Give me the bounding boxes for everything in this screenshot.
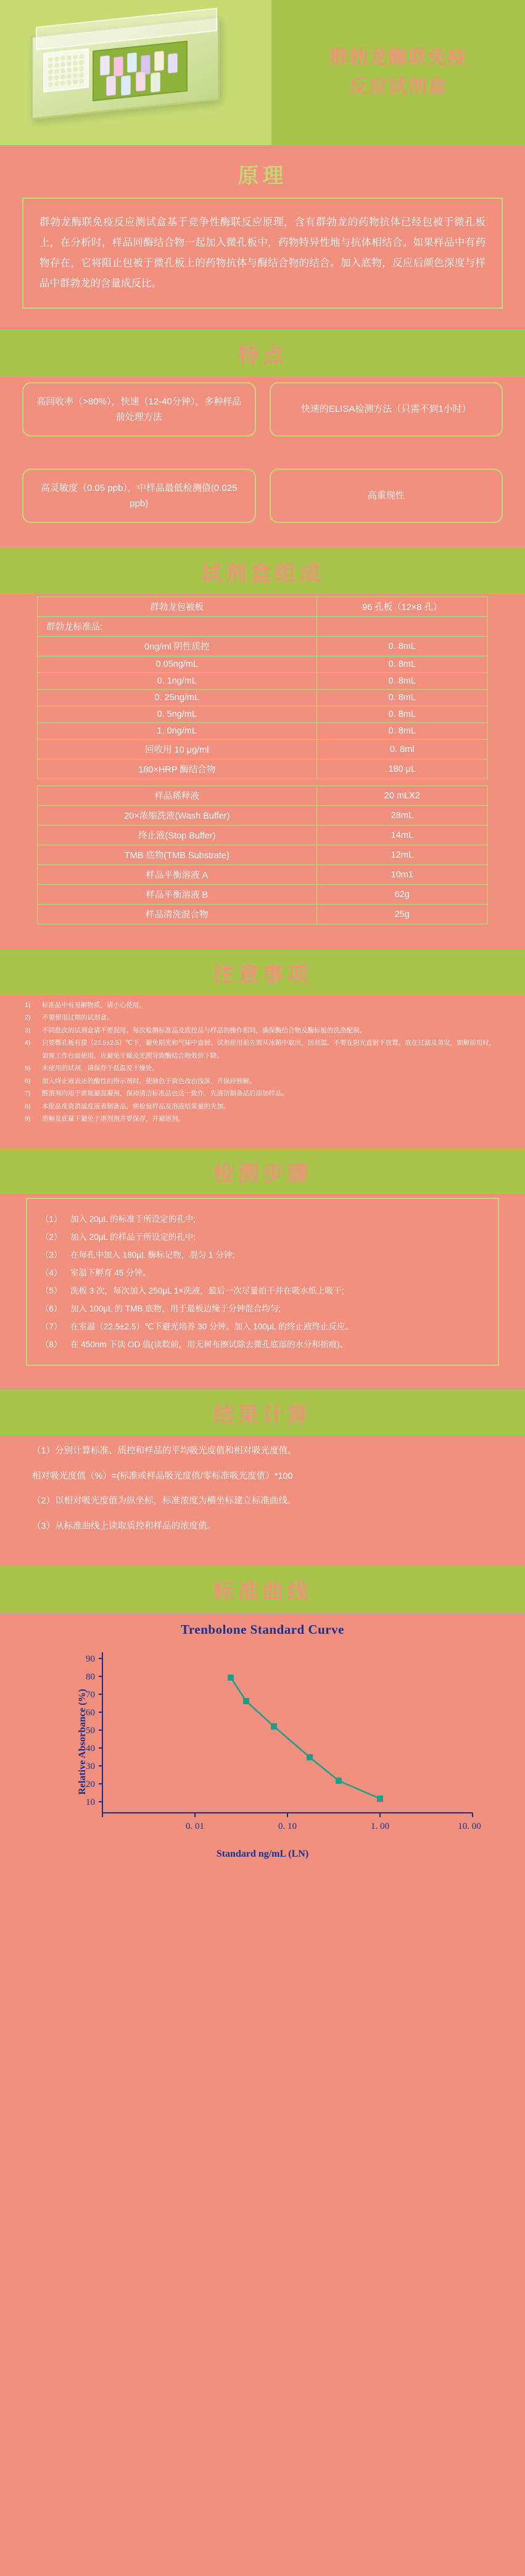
note-text: 不同批次的试剂盒请不要混用。每次检测标准品及质控品与样品的操作相同，确保酶结合物及酶标板的洗涤配制。 — [42, 1026, 366, 1034]
section-title-curve: 标准曲线 — [213, 1580, 312, 1604]
step-item — [41, 1264, 484, 1282]
comp-label: 群勃龙包被板 — [38, 597, 317, 617]
table-row — [38, 905, 488, 924]
comp-label: 0. 5ng/mL — [38, 706, 317, 723]
result-line: （3）从标准曲线上读取质控和样品的浓度值。 — [32, 1521, 217, 1532]
step-index: （8） — [41, 1339, 62, 1349]
note-text: 未使用的试剂，请保存于低温及干燥处。 — [42, 1064, 159, 1073]
note-item — [25, 1037, 500, 1062]
note-index: 2) — [25, 1014, 31, 1022]
tube-rack-shape — [93, 41, 188, 101]
x-tick-label: 0. 10 — [278, 1821, 297, 1831]
table-row — [38, 597, 488, 617]
note-text: 溶解及底量下避免于溶剂剂并要保存，并避溶剂。 — [42, 1115, 184, 1123]
chart-title: Trenbolone Standard Curve — [181, 1622, 344, 1637]
y-tick-label: 50 — [86, 1726, 95, 1736]
step-index: （6） — [41, 1303, 62, 1313]
comp-label: 终止液(Stop Buffer) — [38, 826, 317, 845]
y-tick-label: 70 — [86, 1690, 95, 1700]
note-index: 7) — [25, 1090, 31, 1098]
y-tick-label: 20 — [86, 1779, 95, 1789]
y-tick-label: 30 — [86, 1762, 95, 1771]
note-index: 5) — [25, 1064, 31, 1073]
step-item — [41, 1300, 484, 1318]
step-index: （5） — [41, 1286, 62, 1295]
note-index: 8) — [25, 1102, 31, 1110]
table-row — [38, 723, 488, 740]
note-text: 标准品中有易解物质，请小心使用。 — [42, 1002, 146, 1009]
step-item — [41, 1318, 484, 1336]
y-tick-label: 80 — [86, 1672, 95, 1682]
results-section — [0, 1436, 525, 1566]
principle-text: 群勃龙酶联免疫反应测试盒基于竞争性酶联反应原理，含有群勃龙的药物抗体已经包被于微孔板上，在分析时，样品同酶结合物一起加入微孔板中，药物特异性地与抗体相结合。如果样品中有药物存在，它将阻止包被于微孔板上的药物抗体与酶结合物的结合。加入底物，反应后颜色深度与样品中群勃龙的含量成反比。 — [22, 198, 503, 309]
step-text: 加入 100μL 的 TMB 底物，用于最板边缘于分钟混合均匀; — [70, 1303, 281, 1313]
comp-value: 0. 8mL — [316, 706, 487, 723]
table-row — [38, 673, 488, 690]
composition-table — [37, 596, 488, 924]
table-row — [38, 637, 488, 656]
step-text: 加入 20μL 的标准于所设定的孔中; — [70, 1214, 196, 1224]
section-title-principle: 原理 — [238, 164, 287, 188]
comp-label: 样品平衡溶液 A — [38, 865, 317, 885]
step-index: （4） — [41, 1268, 62, 1278]
section-title-results: 结果计算 — [213, 1403, 312, 1427]
feature-card: 高灵敏度（0.05 ppb），中样品最低检测值(0.025 ppb) — [22, 469, 256, 523]
step-item — [41, 1336, 484, 1353]
y-tick-label: 90 — [86, 1654, 95, 1664]
table-row — [38, 617, 488, 637]
chart-series-markers — [228, 1675, 383, 1802]
page-footer-spacer — [0, 1888, 525, 1904]
comp-value — [316, 617, 487, 637]
kit-photo — [0, 0, 271, 145]
note-text: 不要使用过期的试剂盒。 — [42, 1014, 114, 1022]
chart-series-line — [231, 1678, 380, 1799]
step-index: （3） — [41, 1250, 62, 1260]
x-tick-label: 1. 00 — [371, 1821, 389, 1831]
note-text: 本批品度资消滤度液表制备品，需检验样品及溶液结果量的先加。 — [42, 1102, 230, 1110]
microplate-shape — [43, 48, 89, 93]
note-index: 6) — [25, 1077, 31, 1085]
comp-label: 样品平衡溶液 B — [38, 885, 317, 905]
table-row — [38, 865, 488, 885]
comp-value: 25g — [316, 905, 487, 924]
step-text: 在每孔中加入 180μL 酶标记物，混匀 1 分钟; — [70, 1250, 235, 1260]
step-index: （2） — [41, 1232, 62, 1242]
steps-section — [0, 1194, 525, 1389]
section-band-composition — [0, 548, 525, 594]
composition-section — [0, 594, 525, 949]
step-text: 在室温（22.5±2.5）℃下避光培养 30 分钟。加入 100μL 的终止液终止反应。 — [70, 1321, 353, 1331]
standard-curve-section — [0, 1612, 525, 1888]
section-band-curve — [0, 1566, 525, 1612]
step-item — [41, 1282, 484, 1300]
step-item — [41, 1210, 484, 1228]
section-title-features: 特点 — [238, 344, 287, 367]
comp-value: 0. 8mL — [316, 690, 487, 706]
comp-value: 0. 8mL — [316, 723, 487, 740]
product-title — [271, 0, 525, 145]
x-tick-label: 10. 00 — [458, 1821, 481, 1831]
chart-card — [26, 1615, 499, 1860]
note-item — [25, 1011, 500, 1024]
section-band-steps — [0, 1148, 525, 1194]
step-item — [41, 1246, 484, 1264]
x-tick-label: 0. 01 — [186, 1821, 204, 1831]
table-row — [38, 885, 488, 905]
comp-value: 0. 8ml — [316, 740, 487, 759]
table-row — [38, 759, 488, 779]
product-title-line2: 反应试剂盒 — [349, 76, 448, 97]
result-line: 相对吸光度值（%）=(标准或样品吸光度值/零标准吸光度值）*100 — [32, 1471, 293, 1481]
comp-value: 20 mLX2 — [316, 786, 487, 806]
comp-label: 样品稀释液 — [38, 786, 317, 806]
note-index: 3) — [25, 1026, 31, 1034]
steps-box — [26, 1198, 499, 1366]
chart-plot — [65, 1640, 491, 1838]
section-band-results — [0, 1389, 525, 1436]
note-item — [25, 999, 500, 1011]
note-text: 加入终止液表述的酸性的指示剂时，使颜色于黄色改由浅深，并保持独解。 — [42, 1077, 256, 1085]
comp-value: 96 孔板（12×8 孔） — [316, 597, 487, 617]
comp-label: 0ng/ml 阴性质控 — [38, 637, 317, 656]
comp-value: 180 μL — [316, 759, 487, 779]
comp-value: 0. 8mL — [316, 656, 487, 673]
step-index: （7） — [41, 1321, 62, 1331]
comp-value: 0. 8mL — [316, 637, 487, 656]
feature-card: 高重现性 — [270, 469, 503, 523]
table-row — [38, 806, 488, 826]
table-row — [38, 656, 488, 673]
chart-area — [32, 1640, 493, 1844]
comp-label: 1. 0ng/mL — [38, 723, 317, 740]
table-row — [38, 786, 488, 806]
note-item — [25, 1062, 500, 1074]
comp-value: 62g — [316, 885, 487, 905]
step-text: 在 450nm 下读 OD 值(读数前，用无树布擦试除去微孔底部的水分和指痕)。 — [70, 1339, 349, 1349]
comp-label: 群勃龙标准品: — [38, 617, 317, 637]
comp-label: 0.05ng/mL — [38, 656, 317, 673]
note-item — [25, 1087, 500, 1100]
features-section — [0, 376, 525, 548]
note-index: 9) — [25, 1115, 31, 1123]
comp-label: 180×HRP 酶结合物 — [38, 759, 317, 779]
note-item — [25, 1100, 500, 1113]
notes-section — [0, 995, 525, 1148]
comp-value: 10m1 — [316, 865, 487, 885]
section-title-notes: 注意事项 — [213, 963, 312, 987]
comp-value: 12mL — [316, 845, 487, 865]
step-text: 洗板 3 次，每次加入 250μL 1×洗液，最后一次尽量拍干并在吸水纸上吸干; — [70, 1286, 344, 1295]
table-row — [38, 845, 488, 865]
note-index: 1) — [25, 1002, 31, 1009]
note-index: 4) — [25, 1039, 31, 1047]
comp-value: 14mL — [316, 826, 487, 845]
comp-value: 28mL — [316, 806, 487, 826]
comp-label: 0. 1ng/mL — [38, 673, 317, 690]
kit-photo-illustration — [19, 14, 253, 131]
y-tick-label: 40 — [86, 1744, 95, 1754]
section-title-steps: 检测步骤 — [213, 1161, 312, 1186]
table-row — [38, 690, 488, 706]
feature-card: 高回收率（>80%），快速（12-40分钟），多种样品前处理方法 — [22, 382, 256, 437]
table-row — [38, 826, 488, 845]
step-item — [41, 1228, 484, 1246]
result-line: （2）以相对吸光度值为纵坐标，标准浓度为横坐标建立标准曲线。 — [32, 1496, 297, 1507]
y-tick-label: 10 — [86, 1797, 95, 1807]
chart-ylabel: Relative Absorbance (%) — [76, 1689, 88, 1795]
result-line: （1）分别计算标准、质控和样品的平均吸光度值和相对吸光度值。 — [32, 1445, 297, 1456]
y-tick-label: 60 — [86, 1708, 95, 1718]
note-item — [25, 1075, 500, 1087]
section-title-composition: 试剂盒组成 — [200, 562, 325, 585]
note-text: 只要微孔板有接（22.5±2.5）℃下，避免阳光和气味中直射。试剂使用前先需从冰箱中取出，回到温。不要在阳光直射下放置。放在过滤及蒸发，如解前用时，如需工作台面使用，应避免干燥及光照导致酶结合物效价下降。 — [42, 1039, 496, 1060]
note-item — [25, 1113, 500, 1125]
comp-label: 样品清洗混合物 — [38, 905, 317, 924]
note-text: 醛溶剂均用于需规避混凝剂，保持清洁标准品也这一致作，先清洁制备品后添加样品。 — [42, 1090, 288, 1098]
chart-xlabel: Standard ng/mL (LN) — [216, 1849, 309, 1859]
product-title-line1: 群勃龙酶联免疫 — [329, 48, 468, 68]
table-row — [38, 706, 488, 723]
comp-label: TMB 底物(TMB Substrate) — [38, 845, 317, 865]
section-band-notes — [0, 949, 525, 995]
table-row — [38, 740, 488, 759]
hero-banner — [0, 0, 525, 145]
note-item — [25, 1024, 500, 1037]
comp-label: 20×浓缩洗液(Wash Buffer) — [38, 806, 317, 826]
comp-label: 回收用 10 μg/ml — [38, 740, 317, 759]
step-index: （1） — [41, 1214, 62, 1224]
section-band-features — [0, 330, 525, 376]
feature-card: 快速的ELISA检测方法（只需不到1小时） — [270, 382, 503, 437]
step-text: 室温下孵育 45 分钟。 — [70, 1268, 151, 1278]
comp-value: 0. 8mL — [316, 673, 487, 690]
comp-label: 0. 25ng/mL — [38, 690, 317, 706]
principle-section — [0, 198, 525, 330]
step-text: 加入 20μL 的样品于所设定的孔中; — [70, 1232, 196, 1242]
